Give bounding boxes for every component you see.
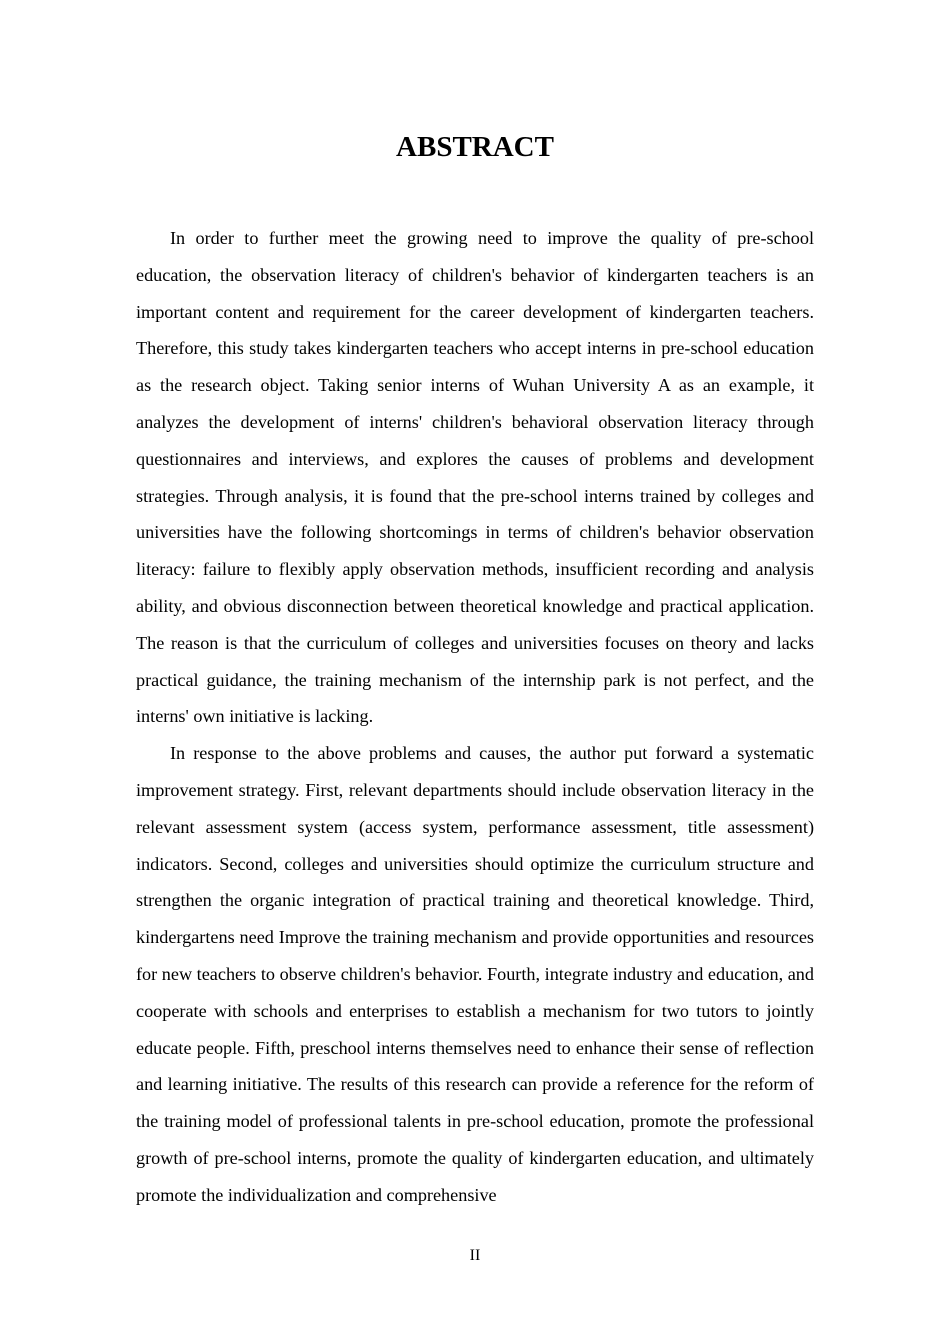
abstract-paragraph: In response to the above problems and causes, the author put forward a systematic improvement strategy. First, relevant departments should include observation literacy in the relevant assessment system (access system, performance assessment, title assessment) indicators. Second, colleges and universities should optimize the curriculum structure and strengthen the organic integration of practical training and theoretical knowledge. Third, kindergartens need Improve the training mechanism and provide opportunities and resources for new teachers to observe children's behavior. Fourth, integrate industry and education, and cooperate with schools and enterprises to establish a mechanism for two tutors to jointly educate people. Fifth, preschool interns themselves need to enhance their sense of reflection and learning initiative. The results of this research can provide a reference for the reform of the training model of professional talents in pre-school education, promote the professional growth of pre-school interns, promote the quality of kindergarten education, and ultimately promote the individualization and comprehensive — [136, 743, 814, 1205]
page-number: II — [469, 1247, 481, 1264]
abstract-body — [136, 220, 814, 1214]
abstract-paragraph: In order to further meet the growing need to improve the quality of pre-school education, the observation literacy of children's behavior of kindergarten teachers is an important content and requirement for the career development of kindergarten teachers. Therefore, this study takes kindergarten teachers who accept interns in pre-school education as the research object. Taking senior interns of Wuhan University A as an example, it analyzes the development of interns' children's behavioral observation literacy through questionnaires and interviews, and explores the causes of problems and development strategies. Through analysis, it is found that the pre-school interns trained by colleges and universities have the following shortcomings in terms of children's behavior observation literacy: failure to flexibly apply observation methods, insufficient recording and analysis ability, and obvious disconnection between theoretical knowledge and practical application. The reason is that the curriculum of colleges and universities focuses on theory and lacks practical guidance, the training mechanism of the internship park is not perfect, and the interns' own initiative is lacking. — [136, 228, 814, 727]
abstract-title: ABSTRACT — [396, 131, 554, 163]
